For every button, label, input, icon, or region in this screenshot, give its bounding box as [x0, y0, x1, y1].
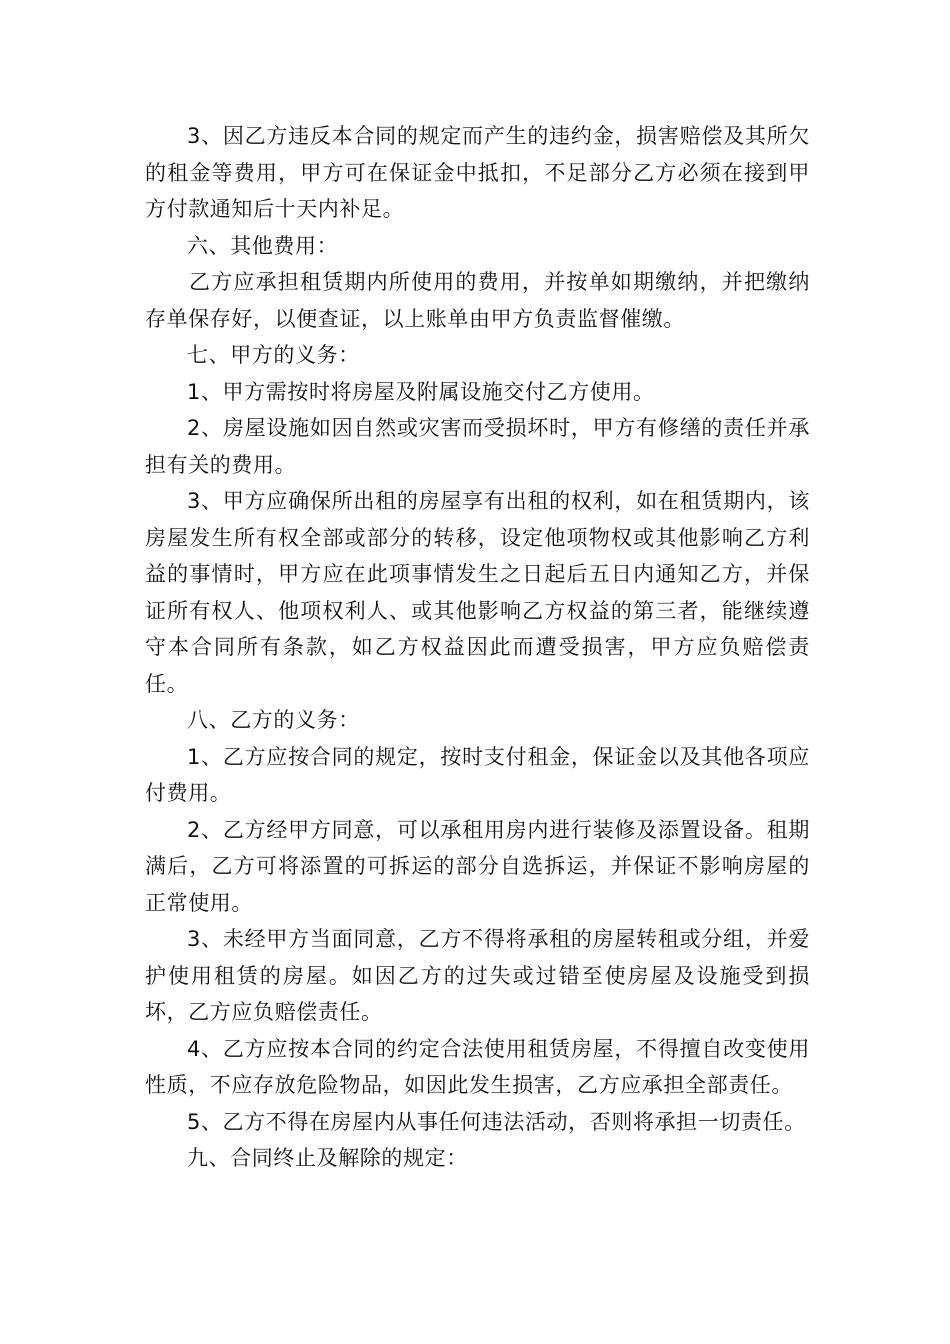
document-body: [145, 118, 810, 1177]
clause-paragraph: 2、乙方经甲方同意，可以承租用房内进行装修及添置设备。租期满后，乙方可将添置的可拆运的部分自选拆运，并保证不影响房屋的正常使用。: [145, 817, 810, 915]
section-heading: 九、合同终止及解除的规定：: [187, 1146, 468, 1170]
clause-paragraph: 4、乙方应按本合同的约定合法使用租赁房屋，不得擅自改变使用性质，不应存放危险物品，如因此发生损害，乙方应承担全部责任。: [145, 1036, 810, 1097]
clause-paragraph: 3、未经甲方当面同意，乙方不得将承租的房屋转租或分组，并爱护使用租赁的房屋。如因乙方的过失或过错至使房屋及设施受到损坏，乙方应负赔偿责任。: [145, 927, 810, 1024]
clause-paragraph: 5、乙方不得在房屋内从事任何违法活动，否则将承担一切责任。: [187, 1109, 806, 1134]
section-heading: 六、其他费用：: [187, 233, 339, 258]
section-heading: 八、乙方的义务：: [187, 708, 360, 732]
clause-paragraph: 1、乙方应按合同的规定，按时支付租金，保证金以及其他各项应付费用。: [145, 744, 810, 805]
clause-paragraph: 3、因乙方违反本合同的规定而产生的违约金，损害赔偿及其所欠的租金等费用，甲方可在保证金中抵扣，不足部分乙方必须在接到甲方付款通知后十天内补足。: [145, 124, 810, 221]
section-heading: 七、甲方的义务：: [187, 343, 360, 367]
clause-paragraph: 2、房屋设施如因自然或灾害而受损坏时，甲方有修缮的责任并承担有关的费用。: [145, 416, 810, 477]
clause-paragraph: 1、甲方需按时将房屋及附属设施交付乙方使用。: [187, 379, 655, 404]
clause-paragraph: 乙方应承担租赁期内所使用的费用，并按单如期缴纳，并把缴纳存单保存好，以便查证，以上账单由甲方负责监督催缴。: [145, 270, 810, 331]
clause-paragraph: 3、甲方应确保所出租的房屋享有出租的权利，如在租赁期内，该房屋发生所有权全部或部分的转移，设定他项物权或其他影响乙方利益的事情时，甲方应在此项事情发生之日起后五日内通知乙方，并保证所有权人、他项权利人、或其他影响乙方权益的第三者，能继续遵守本合同所有条款，如乙方权益因此而遭受损害，甲方应负赔偿责任。: [145, 489, 810, 696]
